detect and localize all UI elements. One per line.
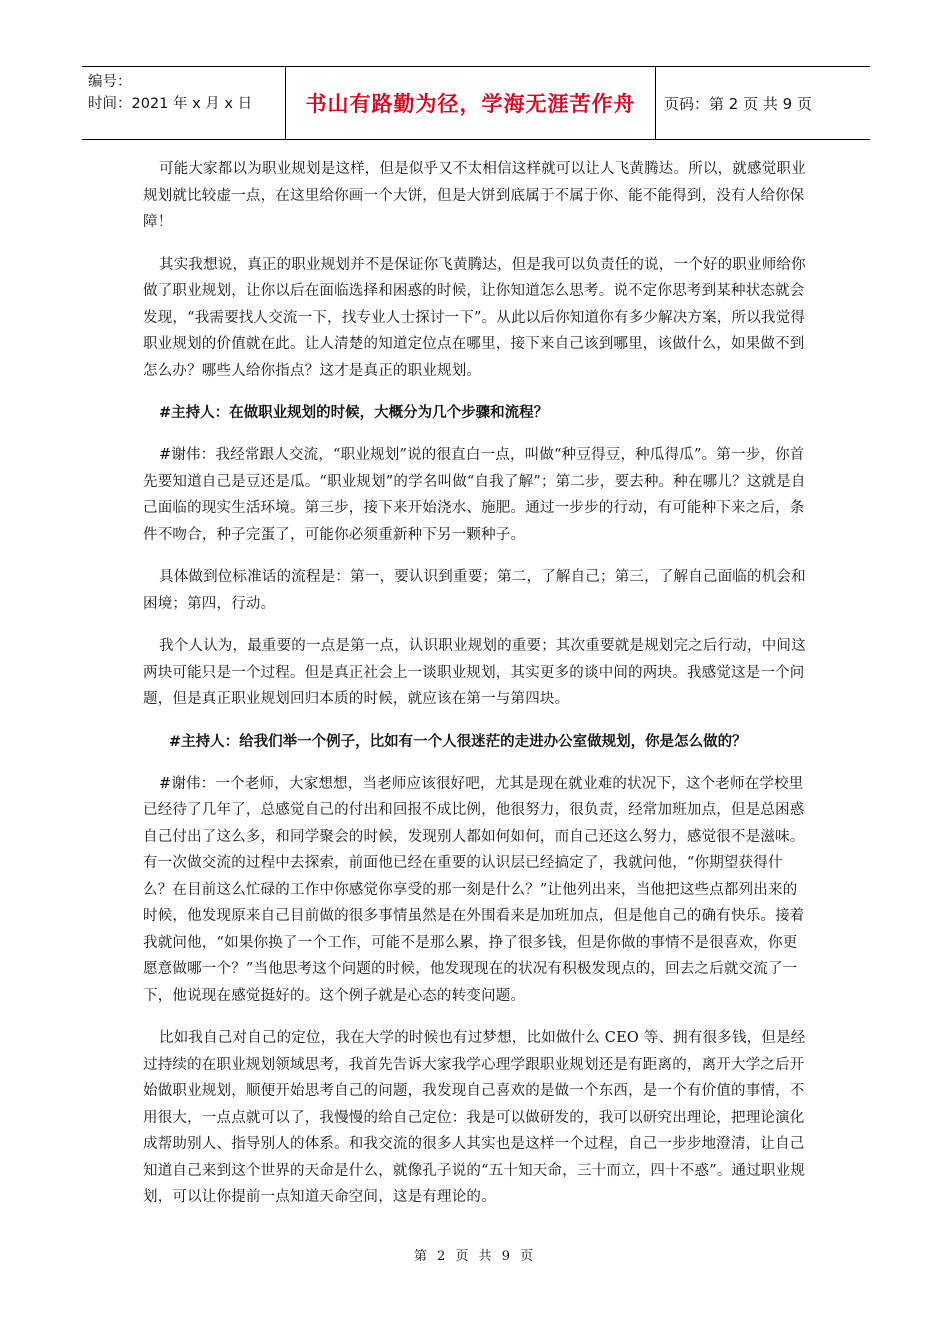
paragraph: 比如我自己对自己的定位，我在大学的时候也有过梦想，比如做什么 CEO 等、拥有很多钱，但是经过持续的在职业规划领域思考，我首先告诉大家我学心理学跟职业规划还是有距离的，离开大学之后开始做职业规划，顺便开始思考自己的问题，我发现自己喜欢的是做一个东西，是一个有价值的事情，不用很大，一点点就可以了，我慢慢的给自己定位：我是可以做研发的，我可以研究出理论，把理论演化成帮助别人、指导别人的体系。和我交流的很多人其实也是这样一个过程，自己一步步地澄清，让自己知道自己来到这个世界的天命是什么，就像孔子说的“五十知天命，三十而立，四十不惑”。通过职业规划，可以让你提前一点知道天命空间，这是有理论的。 (143, 1030, 806, 1205)
header-motto: 书山有路勤为径，学海无涯苦作舟 (285, 67, 656, 139)
paragraph: 具体做到位标准话的流程是：第一，要认识到重要；第二，了解自己；第三，了解自己面临的机会和困境；第四，行动。 (143, 569, 806, 612)
paragraph: 可能大家都以为职业规划是这样，但是似乎又不太相信这样就可以让人飞黄腾达。所以，就感觉职业规划就比较虚一点，在这里给你画一个大饼，但是大饼到底属于不属于你、能不能得到，没有人给你保障！ (143, 161, 806, 230)
paragraph: 我个人认为，最重要的一点是第一点，认识职业规划的重要；其次重要就是规划完之后行动，中间这两块可能只是一个过程。但是真正社会上一谈职业规划，其实更多的谈中间的两块。我感觉这是一个问题，但是真正职业规划回归本质的时候，就应该在第一与第四块。 (143, 638, 806, 707)
document-date-label: 时间：2021 年 x 月 x 日 (88, 96, 253, 112)
paragraph: #谢伟：我经常跟人交流，“职业规划”说的很直白一点，叫做“种豆得豆，种瓜得瓜”。第一步，你首先要知道自己是豆还是瓜。“职业规划”的学名叫做“自我了解”；第二步，要去种。种在哪儿？这就是自己面临的现实生活环境。第三步，接下来开始浇水、施肥。通过一步步的行动，有可能种下来之后，条件不吻合，种子完蛋了，可能你必须重新种下另一颗种子。 (143, 447, 806, 543)
document-body (143, 156, 809, 1227)
interview-question: #主持人：给我们举一个例子，比如有一个人很迷茫的走进办公室做规划，你是怎么做的？ (169, 733, 747, 750)
header-page-info: 页码：第 2 页 共 9 页 (664, 94, 812, 113)
interview-question: #主持人：在做职业规划的时候，大概分为几个步骤和流程？ (159, 405, 549, 421)
header-meta (82, 67, 285, 139)
page-header (82, 66, 870, 140)
page-footer: 第 2 页 共 9 页 (413, 1249, 537, 1264)
document-number-label: 编号： (88, 74, 132, 90)
paragraph: 其实我想说，真正的职业规划并不是保证你飞黄腾达，但是我可以负责任的说，一个好的职业师给你做了职业规划，让你以后在面临选择和困惑的时候，让你知道怎么思考。说不定你思考到某种状态就会发现，“我需要找人交流一下，找专业人士探讨一下”。从此以后你知道你有多少解决方案，所以我觉得职业规划的价值就在此。让人清楚的知道定位点在哪里，接下来自己该到哪里，该做什么，如果做不到怎么办？哪些人给你指点？这才是真正的职业规划。 (143, 256, 806, 379)
paragraph: #谢伟：一个老师，大家想想，当老师应该很好吧，尤其是现在就业难的状况下，这个老师在学校里已经待了几年了，总感觉自己的付出和回报不成比例，他很努力，很负责，经常加班加点，但是总困惑自己付出了这么多，和同学聚会的时候，发现别人都如何如何，而自己还这么努力，感觉很不是滋味。有一次做交流的过程中去探索，前面他已经在重要的认识层已经搞定了，我就问他，“你期望获得什么？在目前这么忙碌的工作中你感觉你享受的那一刻是什么？”让他列出来，当他把这些点都列出来的时候，他发现原来自己目前做的很多事情虽然是在外围看来是加班加点，但是他自己的确有快乐。接着我就问他，“如果你换了一个工作，可能不是那么累，挣了很多钱，但是你做的事情不是很喜欢，你更愿意做哪一个？”当他思考这个问题的时候，他发现现在的状况有积极发现点的，回去之后就交流了一下，他说现在感觉挺好的。这个例子就是心态的转变问题。 (143, 775, 805, 1004)
